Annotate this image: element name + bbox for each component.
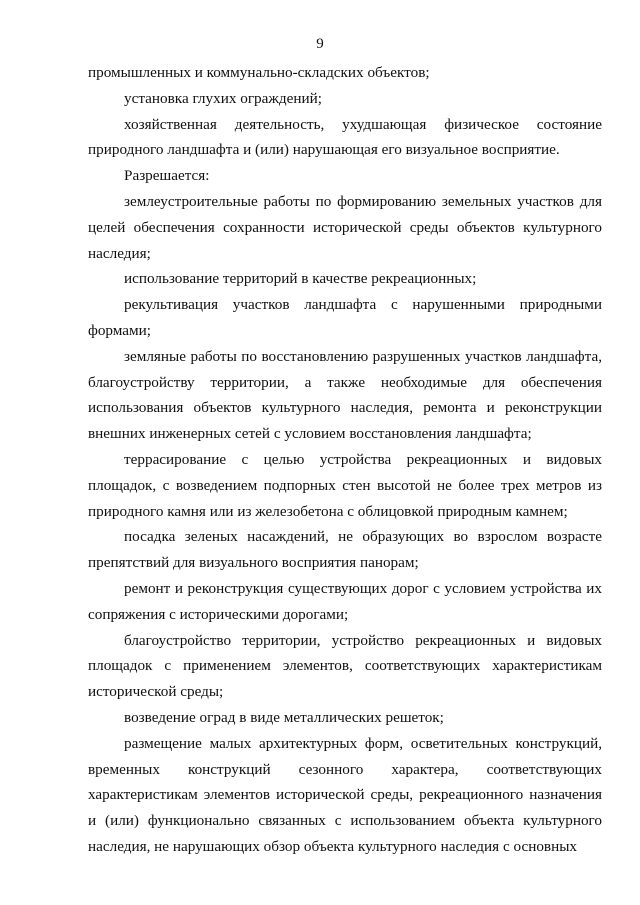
paragraph-green-planting: посадка зеленых насаждений, не образующих во взрослом возрасте препятствий для визуального восприятия панорам; — [88, 528, 602, 572]
paragraph-recultivation: рекультивация участков ландшафта с нарушенными природными формами; — [88, 296, 602, 339]
paragraph-road-repair: ремонт и реконструкция существующих дорог с условием устройства их сопряжения с историческими дорогами; — [88, 579, 602, 623]
paragraph-land-survey-works: землеустроительные работы по формированию земельных участков для целей обеспечения сохранности исторической среды объектов культурного наследия; — [88, 192, 602, 262]
paragraph-recreational-use: использование территорий в качестве рекреационных; — [124, 270, 477, 288]
paragraph-earthworks: земляные работы по восстановлению разрушенных участков ландшафта, благоустройству территории, а также необходимые для обеспечения использования объектов культурного наследия, ремонта и реконструкции внешних инженерных сетей с условием восстановления ландшафта; — [88, 347, 602, 443]
paragraph-economic-activity: хозяйственная деятельность, ухудшающая физическое состояние природного ландшафта и (или) нарушающая его визуальное восприятие. — [88, 115, 602, 159]
paragraph-small-architectural-forms: размещение малых архитектурных форм, осветительных конструкций, временных конструкций сезонного характера, соответствующих характеристикам элементов исторической среды, рекреационного назначения и (или) функционально связанных с использованием объекта культурного наследия, не нарушающих обзор объекта культурного наследия с основных — [88, 734, 602, 855]
paragraph-continuation: промышленных и коммунально-складских объектов; — [88, 64, 430, 81]
paragraph-terracing: террасирование с целью устройства рекреационных и видовых площадок, с возведением подпорных стен высотой не более трех метров из природного камня или из железобетона с облицовкой природным камнем; — [88, 450, 602, 520]
paragraph-territory-improvement: благоустройство территории, устройство рекреационных и видовых площадок с применением элементов, соответствующих характеристикам исторической среды; — [88, 631, 602, 701]
paragraph-metal-fences: возведение оград в виде металлических решеток; — [124, 708, 444, 726]
page-number: 9 — [316, 36, 324, 52]
document-body — [88, 60, 602, 860]
paragraph-blind-fences: установка глухих ограждений; — [124, 89, 322, 107]
paragraph-permitted-heading: Разрешается: — [124, 167, 210, 185]
